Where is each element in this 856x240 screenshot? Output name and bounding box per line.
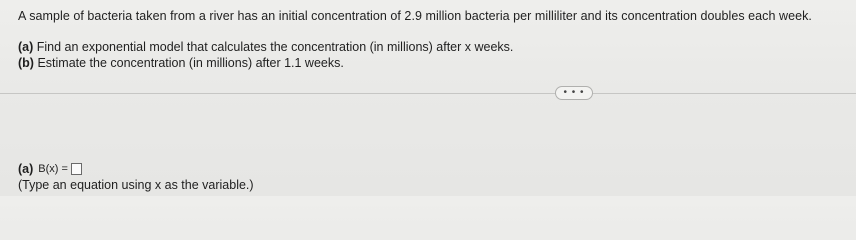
answer-part-label: (a)	[18, 162, 34, 176]
more-options-button[interactable]: • • •	[555, 86, 593, 100]
part-a-prompt	[18, 40, 513, 54]
part-b-prompt	[18, 56, 344, 70]
answer-row-a	[18, 162, 82, 176]
answer-input-box[interactable]	[71, 163, 82, 175]
part-a-label: (a)	[18, 40, 34, 54]
section-divider	[0, 93, 856, 94]
part-b-label: (b)	[18, 56, 34, 70]
question-stem: A sample of bacteria taken from a river has an initial concentration of 2.9 million bacteria per milliliter and its concentration doubles each week.	[18, 9, 812, 23]
part-b-text: Estimate the concentration (in millions) after 1.1 weeks.	[37, 56, 344, 70]
answer-prefix: B(x) =	[38, 163, 68, 175]
answer-instruction: (Type an equation using x as the variable.)	[18, 178, 254, 192]
part-a-text: Find an exponential model that calculates the concentration (in millions) after x weeks.	[36, 40, 514, 54]
